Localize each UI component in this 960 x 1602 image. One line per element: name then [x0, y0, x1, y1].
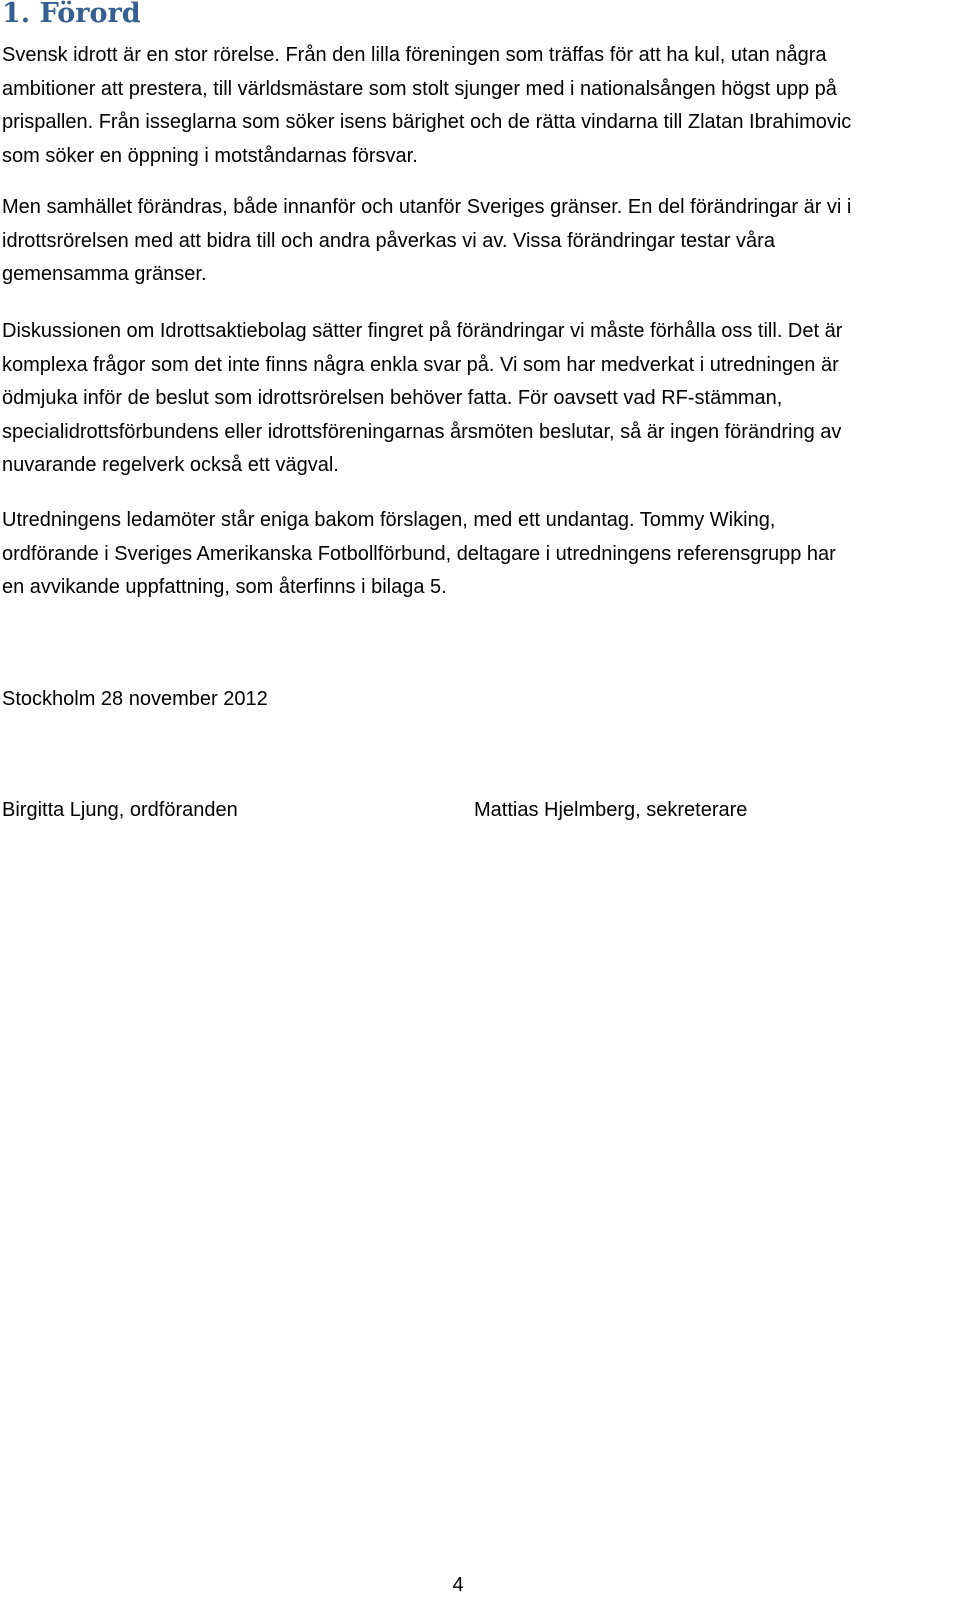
text-line: specialidrottsförbundens eller idrottsföreningarnas årsmöten beslutar, så är ingen förändring av — [2, 420, 842, 443]
text-line: gemensamma gränser. — [2, 263, 207, 285]
paragraph-society-changes — [2, 191, 952, 292]
text-line: Diskussionen om Idrottsaktiebolag sätter fingret på förändringar vi måste förhålla oss till. Det är — [2, 320, 843, 342]
text-line: prispallen. Från isseglarna som söker isens bärighet och de rätta vindarna till Zlatan Ibrahimovic — [2, 111, 852, 133]
paragraph-members — [2, 504, 952, 605]
text-line: en avvikande uppfattning, som återfinns i bilaga 5. — [2, 576, 447, 598]
text-line: idrottsrörelsen med att bidra till och andra påverkas vi av. Vissa förändringar testar våra — [2, 229, 775, 252]
text-line: Utredningens ledamöter står eniga bakom förslagen, med ett undantag. Tommy Wiking, — [2, 509, 776, 531]
text-line: ambitioner att prestera, till världsmästare som stolt sjunger med i nationalsången högst upp på — [2, 77, 837, 100]
text-line: komplexa frågor som det inte finns några enkla svar på. Vi som har medverkat i utredningen är — [2, 353, 839, 376]
paragraph-intro — [2, 39, 952, 173]
text-line: Men samhället förändras, både innanför och utanför Sveriges gränser. En del förändringar är vi i — [2, 196, 852, 218]
signature-chair: Birgitta Ljung, ordföranden — [2, 799, 238, 821]
text-line: Svensk idrott är en stor rörelse. Från den lilla föreningen som träffas för att ha kul, utan några — [2, 44, 827, 66]
text-line: som söker en öppning i motståndarnas försvar. — [2, 144, 418, 167]
section-heading: 1. Förord — [2, 0, 141, 29]
place-and-date: Stockholm 28 november 2012 — [2, 688, 268, 710]
text-line: ödmjuka inför de beslut som idrottsrörelsen behöver fatta. För oavsett vad RF-stämman, — [2, 387, 783, 409]
text-line: nuvarande regelverk också ett vägval. — [2, 454, 339, 476]
paragraph-discussion — [2, 315, 952, 483]
text-line: ordförande i Sveriges Amerikanska Fotbollförbund, deltagare i utredningens referensgrupp har — [2, 542, 836, 565]
page-number: 4 — [452, 1574, 464, 1596]
signature-secretary: Mattias Hjelmberg, sekreterare — [474, 799, 748, 821]
